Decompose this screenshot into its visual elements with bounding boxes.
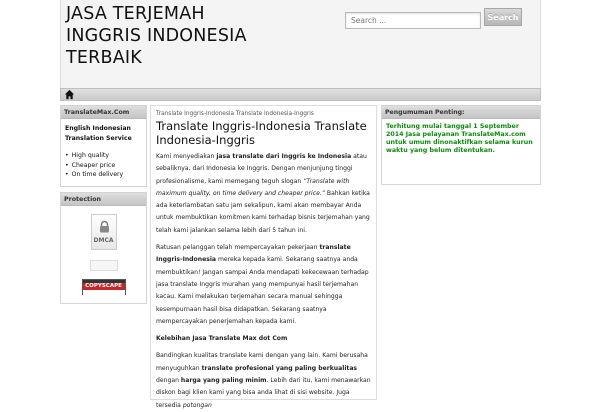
- list-item: • Cheaper price: [65, 161, 142, 171]
- widget-body: [61, 206, 146, 303]
- italic-text: “Translate with maximum quality, on time delivery and cheaper price.”: [156, 177, 350, 197]
- main-nav: [60, 88, 541, 101]
- search-input[interactable]: [345, 12, 481, 29]
- text: mereka kepada kami. Sekarang saatnya anda membuktikan! Jangan sampai Anda mendapati kekecewaan terhadap jasa translate Inggris murahan yang mempunyai hasil terjemahan kacau. Kami melakukan terjemahan secara manual sehingga kesempurnaan hasil bisa didapatkan. Sekarang saatnya mempercayakan penerjemahan kepada kami.: [156, 256, 369, 325]
- right-sidebar: [381, 105, 541, 185]
- widget-title: Protection: [61, 193, 146, 206]
- text: Bandingkan kualitas translate kami dengan yang lain. Kami berusaha menyuguhkan: [156, 352, 368, 372]
- service-line-1: English Indonesian: [65, 125, 131, 132]
- left-sidebar: [60, 105, 147, 400]
- main-content: [150, 105, 377, 409]
- paragraph: [156, 350, 372, 411]
- text: Ratusan pelanggan telah mempercayakan pekerjaan: [156, 244, 320, 252]
- text: Bahkan ketika ada keterlambatan satu jam sekalipun, kami akan membayar Anda untuk membuktikan komitmen kami terhadap bisnis terjemahan yang telah kami jalankan selama lebih dari 5 tahun ini.: [156, 189, 370, 234]
- copyscape-label: COPYSCAPE: [83, 283, 125, 290]
- bold-text: translate Inggris-Indonesia: [156, 244, 351, 264]
- translatemax-widget: [60, 105, 147, 187]
- widget-title: Pengumuman Penting:: [382, 106, 540, 119]
- announcement-text: Terhitung mulai tanggal 1 September 2014 Jasa pelayanan TranslateMax.com untuk umum dinonaktifkan selama kurun waktu yang belum ditentukan.: [386, 123, 533, 154]
- paragraph: [156, 151, 372, 237]
- page-title: Translate Inggris-Indonesia Translate Indonesia-Inggris: [156, 119, 367, 147]
- search-form: [345, 8, 481, 25]
- bold-text: translate profesional yang paling berkualitas: [201, 364, 358, 372]
- widget-title: TranslateMax.Com: [61, 106, 146, 119]
- post-body: [156, 151, 372, 412]
- dmca-badge[interactable]: [91, 214, 117, 250]
- site-header: [60, 0, 541, 90]
- paragraph: [156, 333, 372, 345]
- badge-strip: [83, 290, 125, 295]
- widget-body: [61, 119, 146, 186]
- breadcrumb[interactable]: Translate Inggris-Indonesia Translate Indonesia-Inggris: [156, 111, 314, 117]
- site-title[interactable]: JASA TERJEMAH INGGRIS INDONESIA TERBAIK: [66, 4, 247, 68]
- text: dengan: [156, 377, 181, 385]
- search-button[interactable]: Search: [484, 8, 522, 26]
- protection-widget: [60, 192, 147, 304]
- service-line-2: Translation Service: [65, 134, 132, 142]
- text: Kami menyediakan: [156, 153, 217, 160]
- hit-counter-badge[interactable]: [90, 260, 118, 271]
- italic-text: potongan: [182, 401, 212, 409]
- bold-text: harga yang paling minim: [180, 377, 267, 385]
- copyscape-badge[interactable]: [82, 279, 126, 295]
- list-item: • On time delivery: [65, 170, 142, 180]
- dmca-label: DMCA: [93, 237, 114, 244]
- paragraph: [156, 242, 372, 328]
- section-heading: Kelebihan Jasa Translate Max dot Com: [156, 335, 288, 343]
- lock-icon: [99, 221, 110, 233]
- bold-text: jasa translate dari Inggris ke Indonesia: [216, 153, 352, 160]
- home-icon[interactable]: [64, 89, 75, 100]
- feature-list: [65, 151, 142, 180]
- text: atau sebaliknya, dari Indonesia ke Inggris. Dengan menjunjung tinggi profesionalisme, kami memegang teguh slogan: [156, 153, 367, 185]
- text: . Lebih dari itu, kami menawarkan diskon bagi klien kami yang bisa anda lihat di sisi website. Juga tersedia: [156, 377, 371, 409]
- list-item: • High quality: [65, 151, 142, 161]
